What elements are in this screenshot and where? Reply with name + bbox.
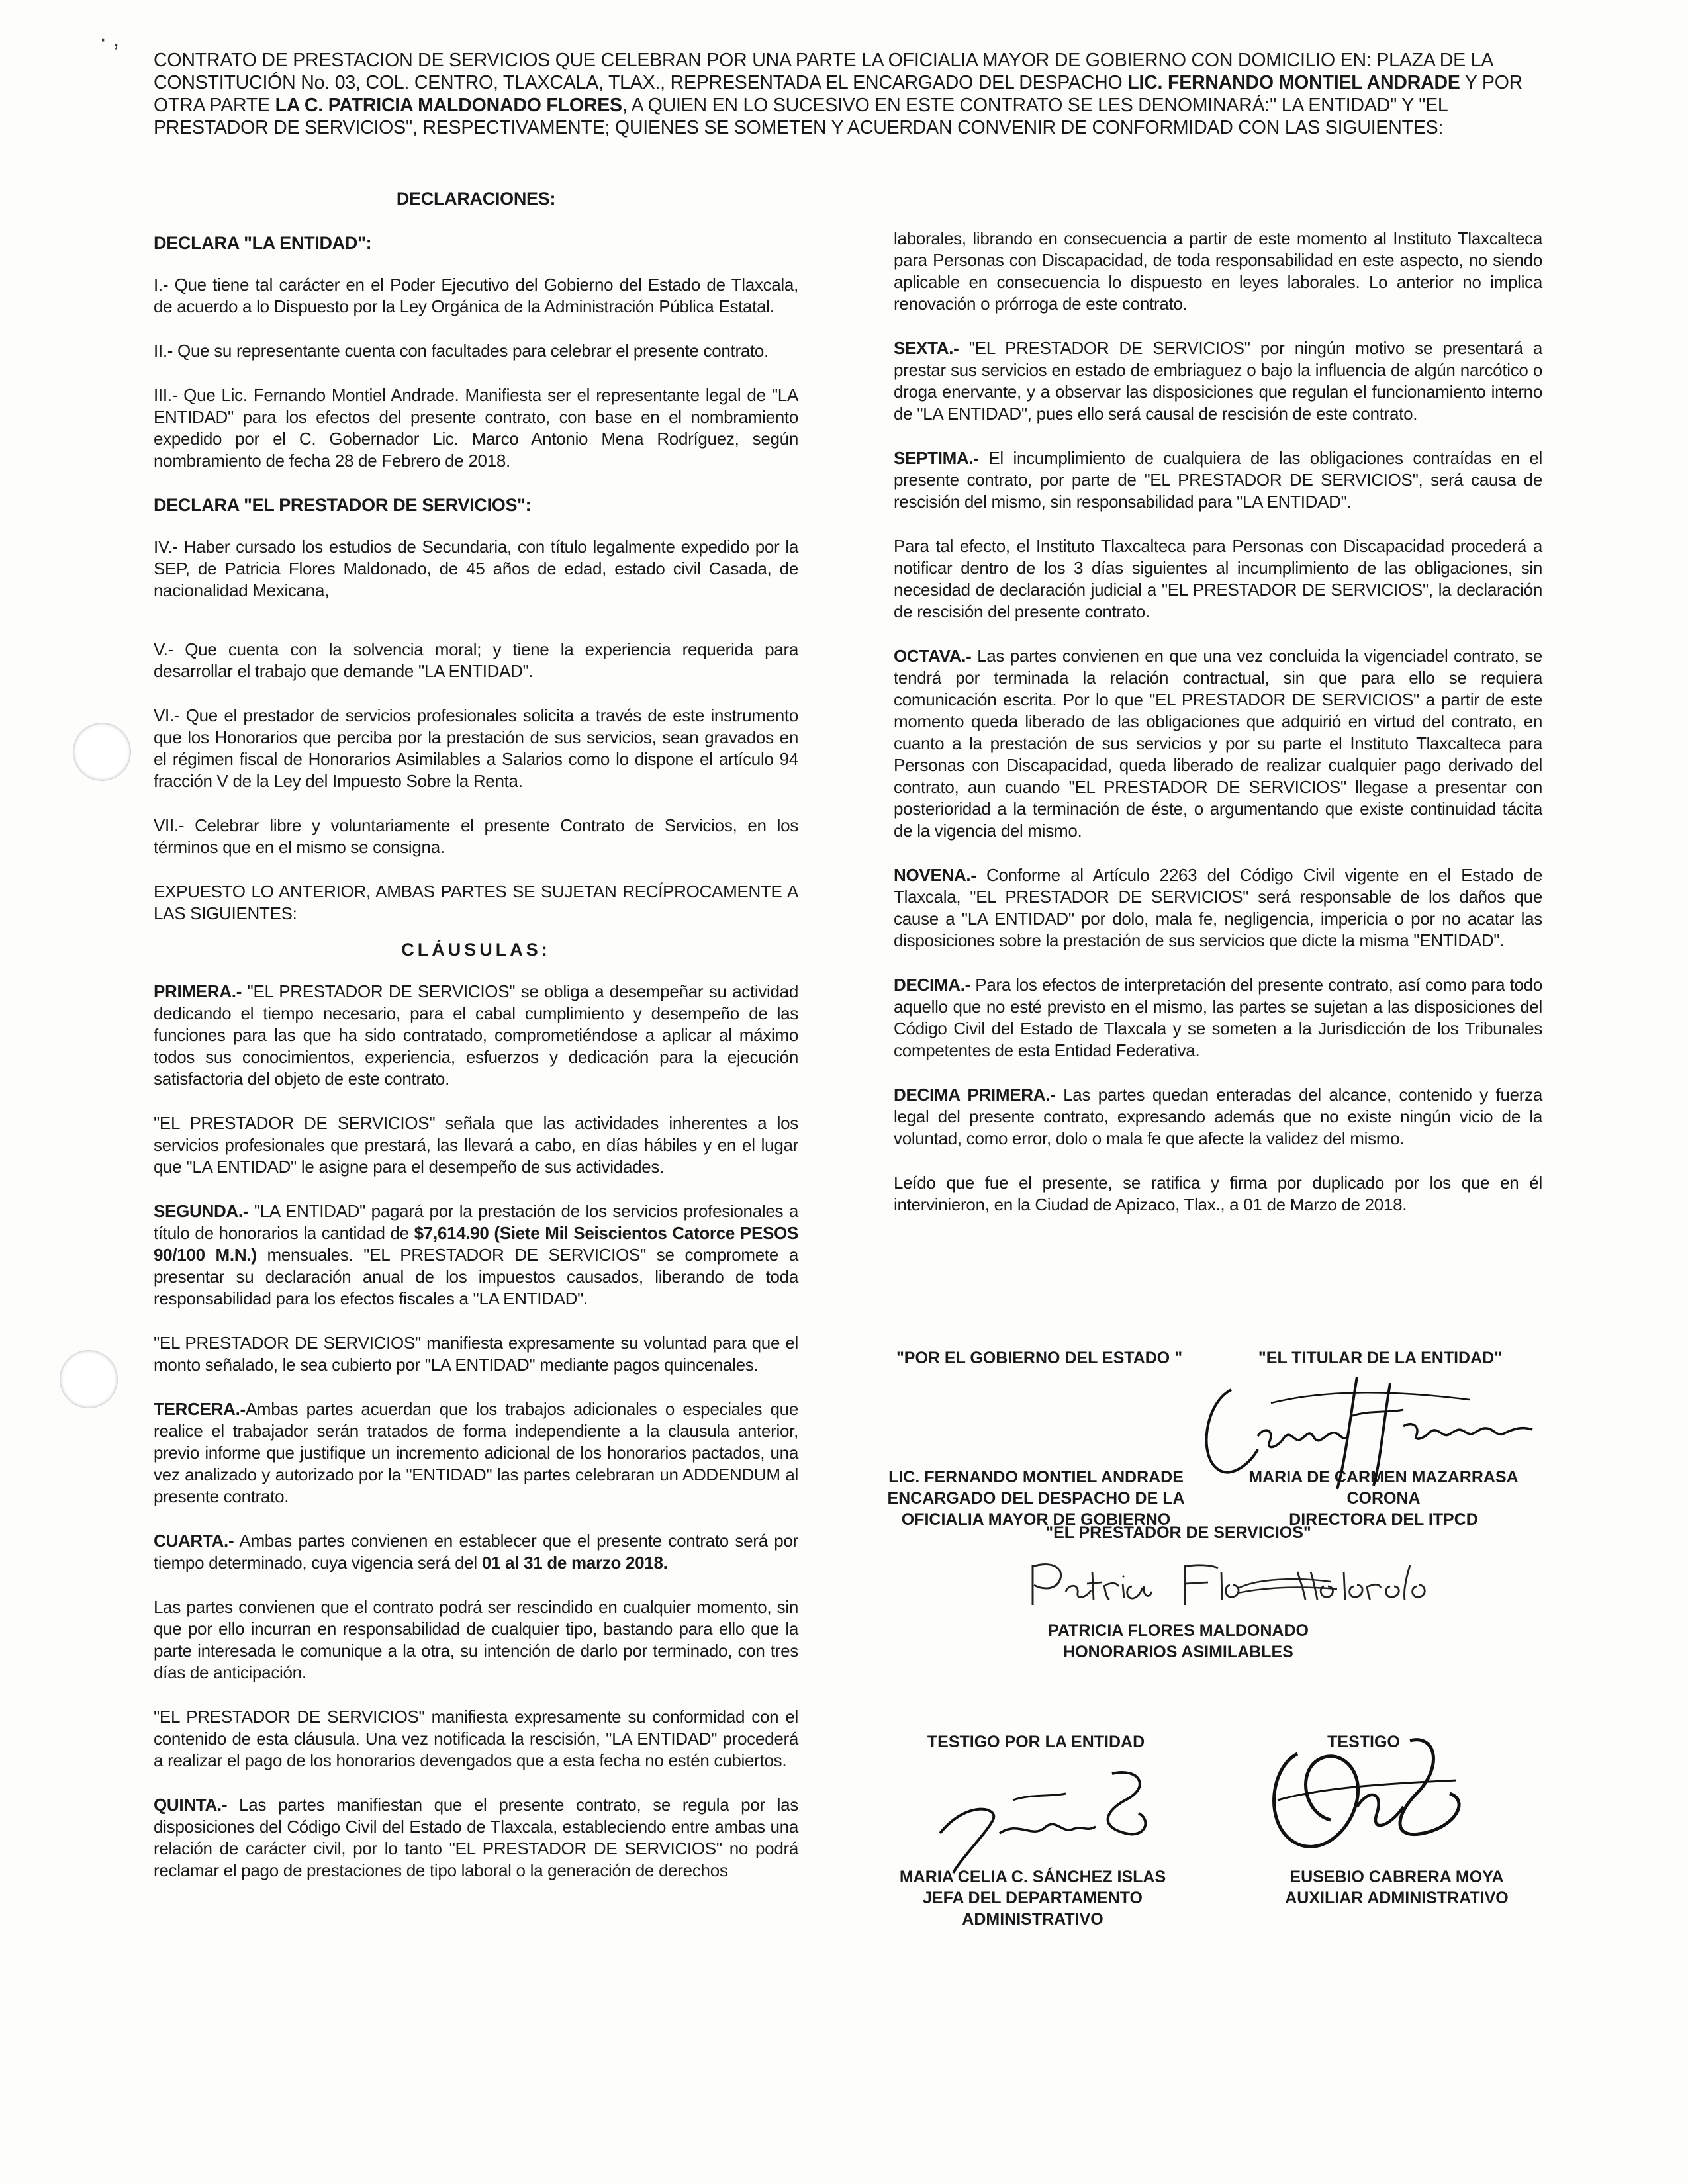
- declaration-vi: VI.- Que el prestador de servicios profesionales solicita a través de este instrumento que los Honorarios que perciba por la prestación de sus servicios, sean gravados en el régimen fiscal de Honorarios Asimilables a Salarios como lo dispone el artículo 94 fracción V de la Ley del Impuesto Sobre la Renta.: [154, 705, 798, 791]
- clause-decima-primera: [894, 1084, 1542, 1150]
- clause-text: El incumplimiento de cualquiera de las obligaciones contraídas en el presente contrato, por parte de "EL PRESTADOR DE SERVICIOS", será causa de rescisión del mismo, sin responsabilidad para "LA ENTIDAD".: [894, 448, 1542, 512]
- clause-text: Para los efectos de interpretación del presente contrato, así como para todo aquello que no esté previsto en el mismo, las partes se sujetan a las disposiciones del Código Civil del Estado de Tlaxcala y se someten a la Jurisdicción de los Tribunales competentes de esta Entidad Federativa.: [894, 975, 1542, 1060]
- signatory-name: PATRICIA FLORES MALDONADO: [1048, 1621, 1309, 1640]
- signatory-name: CORONA: [1346, 1489, 1421, 1508]
- expuesto-paragraph: EXPUESTO LO ANTERIOR, AMBAS PARTES SE SUJETAN RECÍPROCAMENTE A LAS SIGUIENTES:: [154, 882, 798, 923]
- clause-label: SEGUNDA.-: [154, 1201, 249, 1221]
- header-contractor: LA C. PATRICIA MALDONADO FLORES: [275, 95, 622, 116]
- gobierno-heading: "POR EL GOBIERNO DEL ESTADO ": [896, 1349, 1183, 1367]
- clause-cuarta: [154, 1530, 798, 1574]
- header-text: Y POR OTRA PARTE: [154, 72, 1523, 116]
- signatory-name: LIC. FERNANDO MONTIEL ANDRADE: [888, 1468, 1184, 1486]
- left-column: [154, 188, 798, 1904]
- clause-octava: [894, 645, 1542, 842]
- declaraciones-title: DECLARACIONES:: [396, 189, 556, 208]
- eusebio-signature-image: [1258, 1727, 1476, 1880]
- signatory-title: OFICIALIA MAYOR DE GOBIERNO: [901, 1510, 1171, 1529]
- closing-statement: Leído que fue el presente, se ratifica y firma por duplicado por los que en él intervinieron, en la Ciudad de Apizaco, Tlax., a 01 de Marzo de 2018.: [894, 1173, 1542, 1214]
- clause-segunda-c: "EL PRESTADOR DE SERVICIOS" manifiesta expresamente su voluntad para que el monto señalado, le sea cubierto por "LA ENTIDAD" mediante pagos quincenales.: [154, 1333, 798, 1375]
- punch-hole-lower: [60, 1350, 118, 1408]
- clause-text: "EL PRESTADOR DE SERVICIOS" por ningún motivo se presentará a prestar sus servicios en estado de embriaguez o bajo la influencia de algún narcótico o droga enervante, y a observar las disposiciones que regulan el funcionamiento interno de "LA ENTIDAD", pues ello será causal de rescisión de este contrato.: [894, 338, 1542, 424]
- signatory-fernando: [861, 1467, 1211, 1530]
- signatory-eusebio: [1258, 1866, 1536, 1909]
- testigo-heading: TESTIGO: [1327, 1733, 1400, 1751]
- clause-tercera: [154, 1398, 798, 1508]
- signatory-title: JEFA DEL DEPARTAMENTO: [923, 1889, 1143, 1907]
- declara-prestador-heading: DECLARA "EL PRESTADOR DE SERVICIOS":: [154, 495, 532, 515]
- clausulas-title: CLÁUSULAS:: [401, 940, 551, 960]
- prestador-heading: "EL PRESTADOR DE SERVICIOS": [1045, 1524, 1311, 1542]
- clause-sexta: [894, 338, 1542, 425]
- right-column: [894, 228, 1542, 1238]
- declaration-v: V.- Que cuenta con la solvencia moral; y tiene la experiencia requerida para desarrollar el trabajo que demande "LA ENTIDAD".: [154, 639, 798, 681]
- clause-decima: [894, 974, 1542, 1062]
- carmen-signature-image: [1192, 1363, 1562, 1496]
- scan-speck: · ,: [99, 26, 120, 52]
- clause-text: Las partes convienen en que una vez concluida la vigenciadel contrato, se tendrá por terminada la relación contractual, sin que para ello se requiera comunicación escrita. Por lo que "EL PRESTADOR DE SERVICIOS" a partir de este momento queda liberado de las obligaciones que adquirió en virtud del contrato, en cuanto a la prestación de sus servicios y por su parte el Instituto Tlaxcalteca para Personas con Discapacidad, queda liberado de realizar cualquier pago derivado del contrato, aun cuando "EL PRESTADOR DE SERVICIOS" llegase a presentar con posterioridad a la terminación de éste, o argumentando que existe continuidad tácita de la vigencia del mismo.: [894, 646, 1542, 841]
- clause-text: "LA ENTIDAD" pagará por la prestación de los servicios profesionales a título de honorarios la cantidad de: [154, 1201, 798, 1243]
- clause-quinta: [154, 1794, 798, 1882]
- declaration-iii: III.- Que Lic. Fernando Montiel Andrade. Manifiesta ser el representante legal de "LA ENTIDAD" para los efectos del presente contrato, con base en el nombramiento expedido por el C. Gobernador Lic. Marco Antonio Mena Rodríguez, según nombramiento de fecha 28 de Febrero de 2018.: [154, 385, 798, 471]
- clause-text: Las partes quedan enteradas del alcance, contenido y fuerza legal del presente contrato, expresando además que no existe ningún vicio de la voluntad, como error, dolo o mala fe que afecte la validez del mismo.: [894, 1085, 1542, 1148]
- declara-entidad-heading: DECLARA "LA ENTIDAD":: [154, 233, 372, 253]
- clause-cuarta-b: Las partes convienen que el contrato podrá ser rescindido en cualquier momento, sin que por ello incurran en responsabilidad de cualquier tipo, bastando para ello que la parte interesada le comunique a la otra, su intención de darlo por terminado, con tres días de anticipación.: [154, 1597, 798, 1682]
- header-text: , A QUIEN EN LO SUCESIVO EN ESTE CONTRATO SE LES DENOMINARÁ:" LA ENTIDAD" Y "EL PRESTADOR DE SERVICIOS", RESPECTIVAMENTE; QUIENES SE SOMETEN Y ACUERDAN CONVENIR DE CONFORMIDAD CON LAS SIGUIENTES:: [154, 95, 1448, 138]
- clause-cuarta-c: "EL PRESTADOR DE SERVICIOS" manifiesta expresamente su conformidad con el contenido de esta cláusula. Una vez notificada la rescisión, "LA ENTIDAD" procederá a realizar el pago de los honorarios devengados que a esta fecha no estén cubiertos.: [154, 1707, 798, 1770]
- clause-text: Ambas partes acuerdan que los trabajos adicionales o especiales que realice el trabajador serán tratados de forma independiente a la clausula anterior, previo informe que justifique un incremento adicional de los honorarios pactados, una vez analizado y autorizado por la "ENTIDAD" las partes celebraran un ADDENDUM al presente contrato.: [154, 1399, 798, 1506]
- signatory-patricia: [993, 1620, 1364, 1662]
- testigo-entidad-heading: TESTIGO POR LA ENTIDAD: [927, 1733, 1145, 1751]
- punch-hole-upper: [73, 723, 131, 781]
- clause-label: TERCERA.-: [154, 1399, 246, 1419]
- clause-label: DECIMA.-: [894, 975, 971, 995]
- clause-segunda: [154, 1201, 798, 1310]
- clause-septima: [894, 447, 1542, 513]
- signatory-title: HONORARIOS ASIMILABLES: [1063, 1643, 1293, 1661]
- signatory-title: ADMINISTRATIVO: [962, 1910, 1103, 1929]
- signatory-title: DIRECTORA DEL ITPCD: [1289, 1510, 1478, 1529]
- patricia-signature-image: [1019, 1552, 1456, 1625]
- signatory-title: ENCARGADO DEL DESPACHO DE LA: [887, 1489, 1185, 1508]
- clause-quinta-cont: laborales, librando en consecuencia a partir de este momento al Instituto Tlaxcalteca para Personas con Discapacidad, de toda responsabilidad en este aspecto, no siendo aplicable en consecuencia lo dispuesto en leyes laborales. Lo anterior no implica renovación o prórroga de este contrato.: [894, 228, 1542, 314]
- signatory-name: EUSEBIO CABRERA MOYA: [1289, 1868, 1504, 1886]
- declaration-vii: VII.- Celebrar libre y voluntariamente el presente Contrato de Servicios, en los términos que en el mismo se consigna.: [154, 815, 798, 857]
- clause-label: CUARTA.-: [154, 1531, 234, 1551]
- titular-heading: "EL TITULAR DE LA ENTIDAD": [1258, 1349, 1503, 1367]
- clause-primera-b: "EL PRESTADOR DE SERVICIOS" señala que las actividades inherentes a los servicios profesionales que prestará, las llevará a cabo, en días hábiles y en el lugar que "LA ENTIDAD" le asigne para el desempeño de sus actividades.: [154, 1113, 798, 1177]
- clause-text: "EL PRESTADOR DE SERVICIOS" se obliga a desempeñar su actividad dedicando el tiempo necesario, para el cabal cumplimiento y desempeño de las funciones para las que ha sido contratado, comprometiéndose a aplicar al máximo todos sus conocimientos, experiencia, esfuerzos y dedicación para la ejecución satisfactoria del objeto de este contrato.: [154, 981, 798, 1089]
- clause-label: OCTAVA.-: [894, 646, 972, 666]
- declaration-i: I.- Que tiene tal carácter en el Poder Ejecutivo del Gobierno del Estado de Tlaxcala, de acuerdo a lo Dispuesto por la Ley Orgánica de la Administración Pública Estatal.: [154, 275, 798, 316]
- fee-amount: $7,614.90 (Siete Mil Seiscientos Catorce PESOS 90/100 M.N.): [154, 1223, 799, 1265]
- clause-novena: [894, 864, 1542, 952]
- clause-label: SEPTIMA.-: [894, 448, 979, 468]
- declaration-iv-text: IV.- Haber cursado los estudios de Secundaria, con título legalmente expedido por la SEP, de Patricia Flores Maldonado, de 45 años de edad, estado civil Casada, de nacionalidad Mexicana,: [154, 537, 798, 600]
- clause-label: QUINTA.-: [154, 1795, 228, 1815]
- clause-label: PRIMERA.-: [154, 981, 242, 1001]
- signatory-name: MARIA DE CARMEN MAZARRASA: [1248, 1468, 1519, 1486]
- clause-label: DECIMA PRIMERA.-: [894, 1085, 1056, 1105]
- clause-label: SEXTA.-: [894, 338, 959, 358]
- signatory-title: AUXILIAR ADMINISTRATIVO: [1285, 1889, 1509, 1907]
- clause-label: NOVENA.-: [894, 865, 976, 885]
- celia-signature-image: [914, 1760, 1178, 1880]
- declaration-ii: II.- Que su representante cuenta con facultades para celebrar el presente contrato.: [154, 341, 769, 361]
- validity-period: 01 al 31 de marzo 2018.: [481, 1553, 668, 1572]
- clause-primera: [154, 981, 798, 1090]
- declaration-iv: [154, 536, 798, 602]
- clause-septima-b: Para tal efecto, el Instituto Tlaxcalteca para Personas con Discapacidad procederá a notificar dentro de los 3 días siguientes al incumplimiento de las obligaciones, sin necesidad de declaración judicial a "EL PRESTADOR DE SERVICIOS", la declaración de rescisión del presente contrato.: [894, 536, 1542, 621]
- clause-text: mensuales. "EL PRESTADOR DE SERVICIOS" se compromete a presentar su declaración anual de los impuestos causados, liberando de toda responsabilidad para los efectos fiscales a "LA ENTIDAD".: [154, 1245, 799, 1308]
- signatory-name: MARIA CELIA C. SÁNCHEZ ISLAS: [899, 1868, 1166, 1886]
- header-representative: LIC. FERNANDO MONTIEL ANDRADE: [1127, 72, 1460, 93]
- clause-text: Ambas partes convienen en establecer que el presente contrato será por tiempo determinado, cuya vigencia será del: [154, 1531, 798, 1572]
- signatory-celia: [874, 1866, 1192, 1930]
- clause-text: Las partes manifiestan que el presente contrato, se regula por las disposiciones del Código Civil del Estado de Tlaxcala, estableciendo entre ambas una relación de carácter civil, por lo tanto "EL PRESTADOR DE SERVICIOS" no podrá reclamar el pago de prestaciones de tipo laboral o la generación de derechos: [154, 1795, 798, 1880]
- header-text: CONTRATO DE PRESTACION DE SERVICIOS QUE CELEBRAN POR UNA PARTE LA OFICIALIA MAYOR DE GOBIERNO CON DOMICILIO EN: PLAZA DE LA CONSTITUCIÓN No. 03, COL. CENTRO, TLAXCALA, TLAX., REPRESENTADA EL ENCARGADO DEL DESPACHO: [154, 50, 1493, 93]
- clause-text: Conforme al Artículo 2263 del Código Civil vigente en el Estado de Tlaxcala, "EL PRESTADOR DE SERVICIOS" será responsable de los daños que cause a "LA ENTIDAD" por dolo, mala fe, negligencia, impericia o por no acatar las disposiciones sobre la prestación de sus servicios que dicte la misma "ENTIDAD".: [894, 865, 1542, 950]
- contract-header: [154, 49, 1542, 139]
